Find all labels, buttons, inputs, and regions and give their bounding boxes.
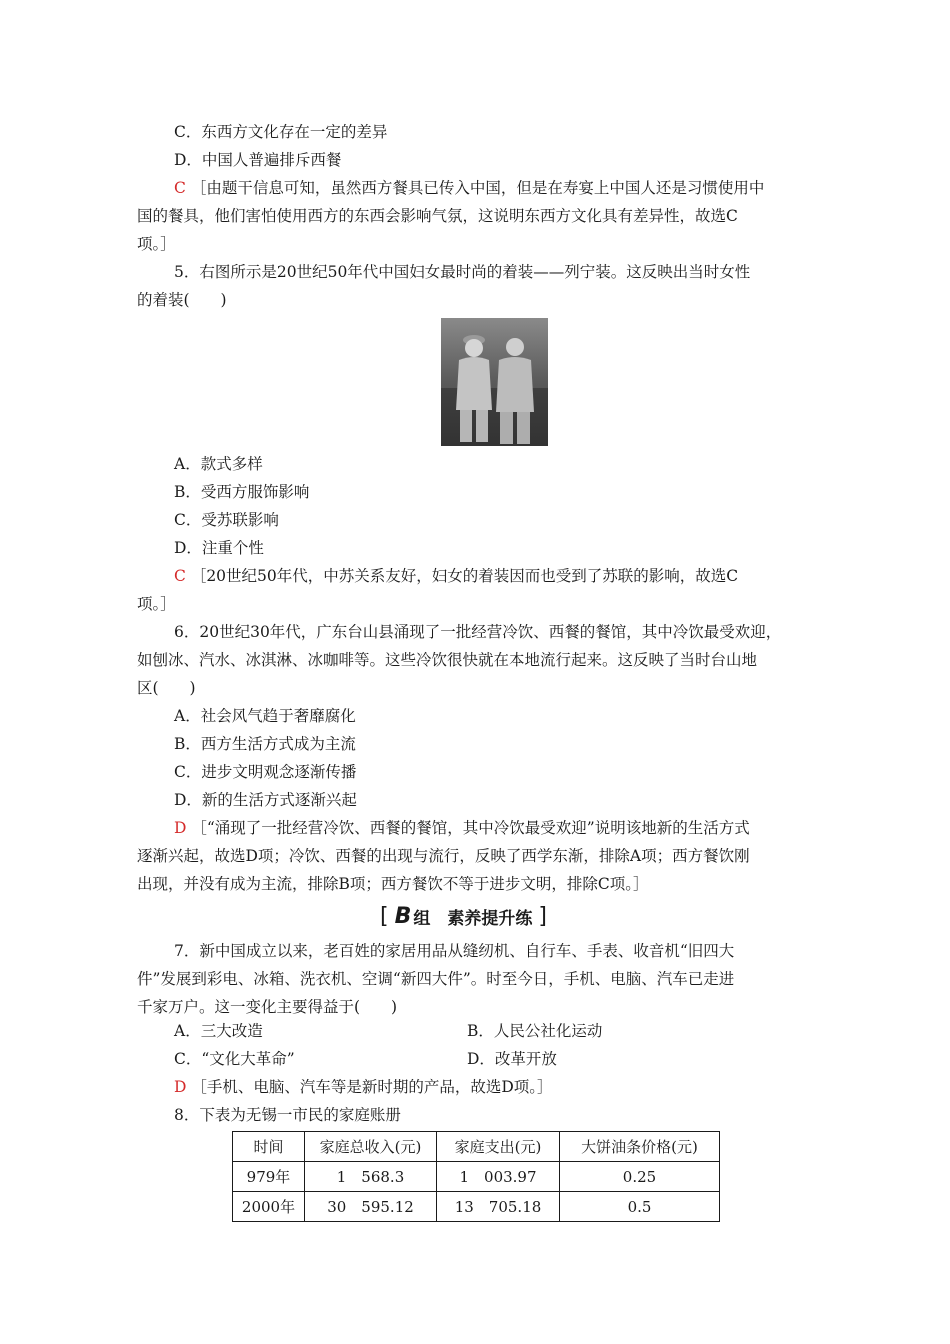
table-cell: 979年: [233, 1162, 305, 1192]
table-row: [233, 1162, 720, 1192]
q7-option-d: D．改革开放: [467, 1050, 557, 1068]
q6-stem-line3: 区( ): [137, 679, 196, 697]
q8-stem: 8．下表为无锡一市民的家庭账册: [174, 1106, 401, 1124]
section-group-letter: B: [394, 903, 412, 929]
q5-option-b: B．受西方服饰影响: [174, 483, 310, 501]
q6-stem-line1: 6．20世纪30年代，广东台山县涌现了一批经营冷饮、西餐的餐馆，其中冷饮最受欢迎，: [174, 623, 782, 641]
table-cell: 1 568.3: [305, 1162, 437, 1192]
table-cell: 2000年: [233, 1192, 305, 1222]
q6-option-c: C．进步文明观念逐渐传播: [174, 763, 357, 781]
q6-explanation-line3: 出现，并没有成为主流，排除B项；西方餐饮不等于进步文明，排除C项。］: [137, 875, 649, 893]
table-cell: 0.5: [560, 1192, 720, 1222]
q4-option-d: D．中国人普遍排斥西餐: [174, 151, 342, 169]
q6-stem-line2: 如刨冰、汽水、冰淇淋、冰咖啡等。这些冷饮很快就在本地流行起来。这反映了当时台山地: [137, 651, 758, 669]
table-header-cell: 家庭总收入(元): [305, 1132, 437, 1162]
q5-explanation-line2: 项。］: [137, 595, 176, 613]
q7-stem-line3: 千家万户。这一变化主要得益于( ): [137, 998, 398, 1016]
q6-option-d: D．新的生活方式逐渐兴起: [174, 791, 357, 809]
table-row: [233, 1192, 720, 1222]
table-header-row: [233, 1132, 720, 1162]
q7-stem-line1: 7．新中国成立以来，老百姓的家居用品从缝纫机、自行车、手表、收音机“旧四大: [174, 942, 735, 960]
q6-answer-letter: D: [174, 819, 187, 837]
lenin-suit-photo-image: [441, 318, 548, 446]
table-cell: 30 595.12: [305, 1192, 437, 1222]
q4-answer: [174, 177, 764, 199]
q7-explanation: ［手机、电脑、汽车等是新时期的产品，故选D项。］: [191, 1078, 553, 1096]
family-ledger-table: [232, 1131, 720, 1222]
q4-explanation-line2: 国的餐具，他们害怕使用西方的东西会影响气氛，这说明东西方文化具有差异性，故选C: [137, 207, 738, 225]
table-cell: 0.25: [560, 1162, 720, 1192]
q6-option-a: A．社会风气趋于奢靡腐化: [174, 707, 356, 725]
section-close-bracket: ]: [538, 903, 547, 929]
table-header-cell: 时间: [233, 1132, 305, 1162]
q4-answer-letter: C: [174, 179, 186, 197]
table-cell: 13 705.18: [437, 1192, 560, 1222]
q4-explanation-line3: 项。］: [137, 235, 176, 253]
lenin-suit-photo: [441, 318, 548, 446]
q7-stem-line2: 件”发展到彩电、冰箱、洗衣机、空调“新四大件”。时至今日，手机、电脑、汽车已走进: [137, 970, 735, 988]
q5-answer: [174, 565, 738, 587]
q5-stem-line1: 5．右图所示是20世纪50年代中国妇女最时尚的着装——列宁装。这反映出当时女性: [174, 263, 751, 281]
q5-explanation-line1: ［20世纪50年代，中苏关系友好，妇女的着装因而也受到了苏联的影响，故选C: [190, 567, 739, 585]
section-open-bracket: [: [380, 903, 389, 929]
q5-option-c: C．受苏联影响: [174, 511, 279, 529]
q5-option-d: D．注重个性: [174, 539, 264, 557]
q4-explanation-line1: ［由题干信息可知，虽然西方餐具已传入中国，但是在寿宴上中国人还是习惯使用中: [190, 179, 765, 197]
q7-option-c: C．“文化大革命”: [174, 1050, 295, 1068]
section-header-b: [380, 903, 547, 929]
q5-answer-letter: C: [174, 567, 186, 585]
q4-option-c: C．东西方文化存在一定的差异: [174, 123, 388, 141]
q6-option-b: B．西方生活方式成为主流: [174, 735, 356, 753]
q7-option-b: B．人民公社化运动: [467, 1022, 603, 1040]
q7-answer: [174, 1076, 553, 1098]
q5-stem-line2: 的着装( ): [137, 291, 227, 309]
q5-option-a: A．款式多样: [174, 455, 263, 473]
q6-explanation-line2: 逐渐兴起，故选D项；冷饮、西餐的出现与流行，反映了西学东渐，排除A项；西方餐饮刚: [137, 847, 750, 865]
table-header-cell: 大饼油条价格(元): [560, 1132, 720, 1162]
table-cell: 1 003.97: [437, 1162, 560, 1192]
q7-answer-letter: D: [174, 1078, 187, 1096]
q6-answer: [174, 817, 750, 839]
q7-option-a: A．三大改造: [174, 1022, 263, 1040]
table-header-cell: 家庭支出(元): [437, 1132, 560, 1162]
q6-explanation-line1: ［“涌现了一批经营冷饮、西餐的餐馆，其中冷饮最受欢迎”说明该地新的生活方式: [191, 819, 750, 837]
section-title: 组 素养提升练: [413, 908, 533, 929]
